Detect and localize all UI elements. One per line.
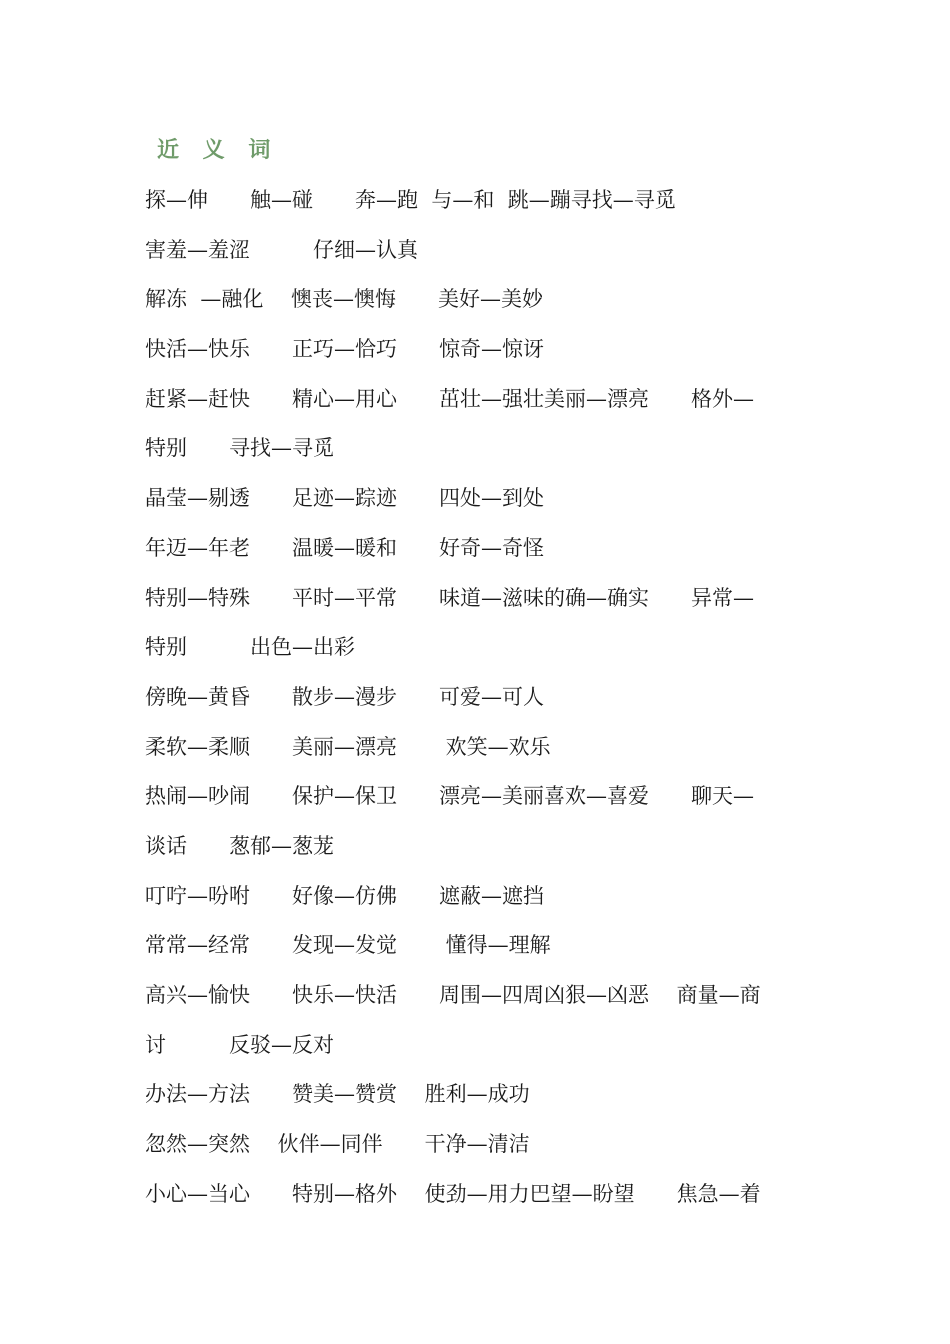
word-line-3: 解冻 —融化 懊丧—懊悔 美好—美妙 [145,287,544,312]
word-line-19: 办法—方法 赞美—赞赏 胜利—成功 [145,1082,530,1107]
word-line-5: 赶紧—赶快 精心—用心 茁壮—强壮美丽—漂亮 格外— [145,386,754,411]
word-list [145,184,825,1227]
word-line-1: 探—伸 触—碰 奔—跑 与—和 跳—蹦寻找—寻觅 [145,188,676,212]
word-line-16: 常常—经常 发现—发觉 懂得—理解 [145,933,551,958]
word-line-12: 柔软—柔顺 美丽—漂亮 欢笑—欢乐 [145,734,551,759]
word-line-8: 年迈—年老 温暖—暖和 好奇—奇怪 [145,535,544,560]
word-line-11: 傍晚—黄昏 散步—漫步 可爱—可人 [145,684,544,709]
word-line-13: 热闹—吵闹 保护—保卫 漂亮—美丽喜欢—喜爱 聊天— [145,784,754,809]
word-line-17: 高兴—愉快 快乐—快活 周围—四周凶狠—凶恶 商量—商 [145,983,761,1007]
word-line-18: 讨 反驳—反对 [145,1032,334,1057]
word-line-4: 快活—快乐 正巧—恰巧 惊奇—惊讶 [145,337,544,362]
document-heading: 近 义 词 [157,137,279,163]
word-line-6: 特别 寻找—寻觅 [145,436,334,461]
word-line-10: 特别 出色—出彩 [145,635,355,660]
word-line-15: 叮咛—吩咐 好像—仿佛 遮蔽—遮挡 [145,883,544,908]
word-line-9: 特别—特殊 平时—平常 味道—滋味的确—确实 异常— [145,585,754,610]
word-line-14: 谈话 葱郁—葱茏 [145,833,334,858]
word-line-21: 小心—当心 特别—格外 使劲—用力巴望—盼望 焦急—着 [145,1181,761,1206]
word-line-2: 害羞—羞涩 仔细—认真 [145,237,418,262]
word-line-7: 晶莹—剔透 足迹—踪迹 四处—到处 [145,486,544,511]
word-line-20: 忽然—突然 伙伴—同伴 干净—清洁 [145,1132,530,1157]
